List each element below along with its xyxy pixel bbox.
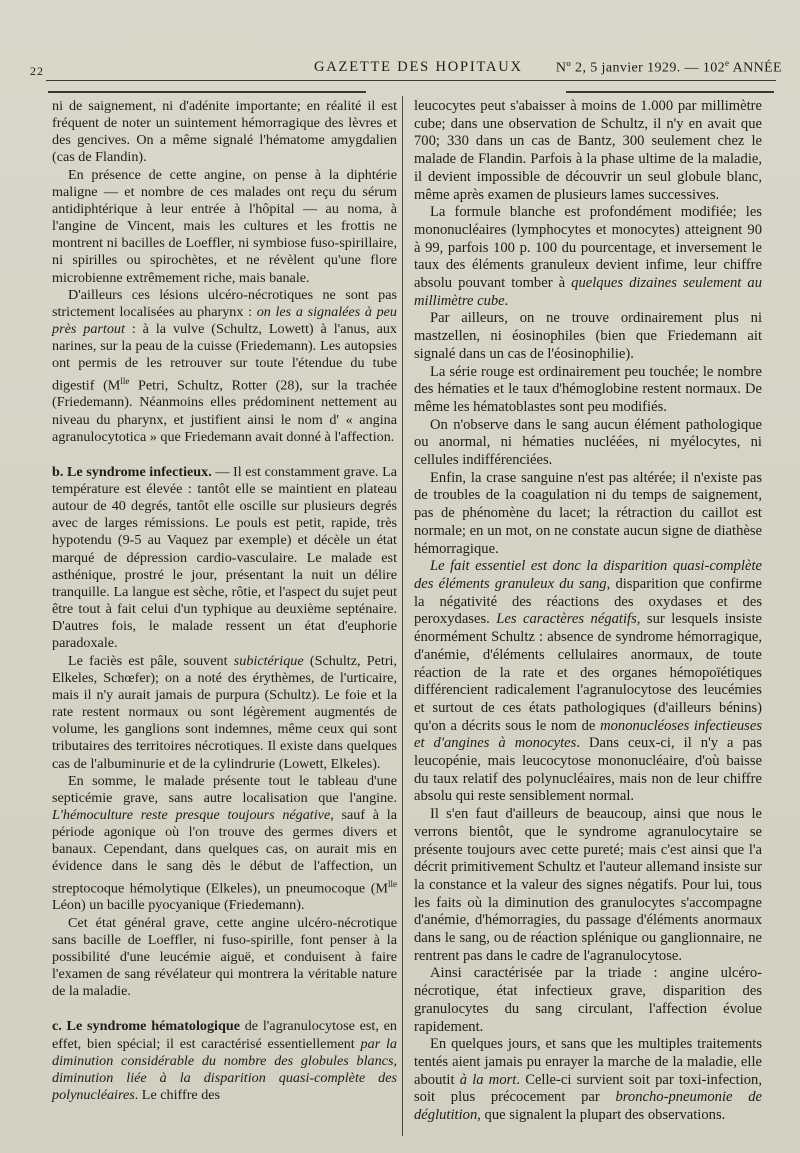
issue-year-label: ANNÉE — [729, 60, 782, 76]
paragraph: En somme, le malade présente tout le tableau d'une septicémie grave, sans autre localisation que l'angine. L'hémoculture reste presque toujours négative, sauf à la période agonique où l'on trouve des germes divers et banaux. Cependant, dans quelques cas, on aurait mis en évidence dans le sang dès le début de l'affection, un streptocoque hémolytique (Elkeles), un pneumocoque ($M^{lle}$ Léon) un bacille pyocyanique (Friedemann). — [52, 772, 398, 914]
paragraph: En présence de cette angine, on pense à la diphtérie maligne — et nombre de ces malades ont reçu du sérum antidiphtérique à leur entrée à l'hôpital — au noma, à l'angine de Vincent, mais les cultures et les frottis ne montrent ni bacilles de Loeffler, ni symbiose fuso-spirillaire, ni spirilles ou spirochètes, et ne révèlent qu'une flore microbienne extrêmement riche, mais banale. — [52, 166, 397, 286]
paragraph: Il s'en faut d'ailleurs de beaucoup, ainsi que nous le verrons bientôt, que le syndrome agranulocytaire se présente toujours avec cette pureté; mais c'est ainsi que l'a décrit primitivement Schultz et l'auteur allemand insiste sur la constance et la valeur des signes négatifs. Pour lui, tous les faits où la diminution des granulocytes s'accompagne d'anémie, d'hémorragies, du passage d'éléments anormaux dans le sang, ou de réaction splénique ou ganglionnaire, ne rentrent pas dans le cadre de l'agranulocytose. — [414, 806, 762, 964]
paragraph: Le fait essentiel est donc la disparition quasi-complète des éléments granuleux du sang, disparition que confirme la négativité des réactions des oxydases et des peroxydases. Les caractères négatifs, sur lesquels insiste énormément Schultz : absence de syndrome hémorragique, d'anémie, d'éléments cellulaires anormaux, de toute réaction de la rate et des organes hémopoïétiques différencient radicalement l'agranulocytose des leucémies et surtout de ces états pathologiques (d'ailleurs bénins) qu'on a décrits sous le nom de mononucléoses infectieuses et d'angines à monocytes. Dans ceux-ci, il n'y a pas leucopénie, mais leucocytose mononucléaire, d'où baisse du taux relatif des polynucléaires, mais non de leur chiffre absolu qui reste sensiblement normal. — [414, 558, 762, 805]
paragraph: leucocytes peut s'abaisser à moins de 1.000 par millimètre cube; dans une observation de Schultz, il n'y en avait que 700; 330 dans un cas de Bantz, 300 seulement chez le malade de Flandin. Parfois à la phase ultime de la maladie, il devient impossible de découvrir un seul globule blanc, même après examen de plusieurs lames successives. — [414, 98, 762, 203]
issue-ordinal: e — [725, 58, 730, 68]
right-column — [414, 98, 762, 1125]
issue-date: Nº 2, 5 janvier 1929. — 102 — [555, 60, 726, 76]
header-rule — [46, 80, 776, 81]
paragraph: En quelques jours, et sans que les multiples traitements tentés aient jamais pu enrayer la marche de la maladie, elle aboutit à la mort. Celle-ci survient soit par toxi-infection, soit plus précocement par broncho-pneumonie de déglutition, que signalent la plupart des observations. — [414, 1036, 763, 1124]
paragraph: Par ailleurs, on ne trouve ordinairement plus ni mastzellen, ni éosinophiles (bien que Friedemann ait signalé dans un cas de l'éosinophilie). — [414, 310, 762, 362]
page-number: 22 — [30, 64, 44, 78]
paragraph: D'ailleurs ces lésions ulcéro-nécrotiques ne sont pas strictement localisées au pharynx : on les a signalées à peu près partout : à la vulve (Schultz, Lowett) à l'anus, aux narines, sur la peau de la cuisse (Friedemann). Les autopsies ont permis de les retrouver sur toute l'étendue du tube digestif ($M^{lle}$ Petri, Schultz, Rotter (28), sur la trachée (Friedemann). Néanmoins elles prédominent nettement au niveau du pharynx, et justifient ainsi le nom d' « angina agranulocytotica » que Friedemann avait donné à l'affection. — [52, 286, 397, 445]
paragraph: La formule blanche est profondément modifiée; les mononucléaires (lymphocytes et monocytes) atteignent 90 à 99, parfois 100 p. 100 du pourcentage, et inversement le taux des éléments granuleux devient infime, leur chiffre absolu pouvant tomber à quelques dizaines seulement au millimètre cube. — [414, 204, 763, 309]
section-heading: c. Le syndrome hématologique — [52, 1018, 240, 1035]
paragraph: La série rouge est ordinairement peu touchée; le nombre des hématies et le taux d'hémoglobine restent normaux. De même les hématoblastes sont peu modifiés. — [414, 363, 762, 415]
column-divider — [402, 96, 403, 1136]
paragraph: Ainsi caractérisée par la triade : angine ulcéro-nécrotique, état infectieux grave, disparition des granulocytes du sang circulant, l'affection évolue rapidement. — [414, 965, 762, 1035]
left-column: ni de saignement, ni d'adénite importante; en réalité il est fréquent de noter un suintement hémorragique des lèvres et des gencives. On a même signalé l'hématome amygdalien (cas de Flandin). En présence de cette angine, on pense à la diphtérie maligne — et nombre de ces malades ont reçu du sérum antidiphtérique à leur entrée à l'hôpital — au noma, à l'angine de Vincent, mais les cultures et les frottis ne montrent ni bacilles de Loeffler, ni symbiose fuso-spirillaire, ni spirilles ou spirochètes, et ne révèlent qu'une flore microbienne extrêmement riche, mais banale. D'ailleurs ces lésions ulcéro-nécrotiques ne sont pas strictement localisées au pharynx : on les a signalées à peu près partout : à la vulve (Schultz, Lowett) à l'anus, aux narines, sur la peau de la cuisse (Friedemann). Les autopsies ont permis de les retrouver sur toute l'étendue du tube digestif ($M^{lle}$ Petri, Schultz, Rotter (28), sur la trachée (Friedemann). Néanmoins elles prédominent nettement au niveau du pharynx, et justifient ainsi le nom d' « angina agranulocytotica » que Friedemann avait donné à l'affection. b. Le syndrome infectieux. — Il est constamment grave. La température est élevée : tantôt elle se maintient en plateau autour de 40 degrés, tantôt elle oscille sur plusieurs degrés avec de larges rémissions. Le pouls est petit, rapide, très hypotendu (9-5 au Vaquez par exemple) et décèle un état marqué de dépression cardio-vasculaire. Le malade est asthénique, prostré le jour, présentant la nuit un délire tranquille. La langue est sèche, rôtie, et l'aspect du sujet peut être tout à fait celui d'un typhique au deuxième septénaire. D'autres fois, le malade ressent un état d'euphorie paradoxale. Le faciès est pâle, souvent subictérique (Schultz, Petri, Elkeles, Schœfer); on a noté des érythèmes, de l'urticaire, mais il n'y aurait jamais de purpura (Schultz). Le foie et la rate restent normaux ou sont légèrement augmentés de volume, les ganglions sont indemnes, même ceux qui sont tributaires des territoires nécrotiques. Il existe dans quelques cas de l'albuminurie et de la cylindrurie (Lowett, Elkeles). En somme, le malade présente tout le tableau d'une septicémie grave, sans autre localisation que l'angine. L'hémoculture reste presque toujours négative, sauf à la période agonique où l'on trouve des germes divers et banaux. Cependant, dans quelques cas, on aurait mis en évidence dans le sang dès le début de l'affection, un streptocoque hémolytique (Elkeles), un pneumocoque ($M^{lle}$ Léon) un bacille pyocyanique (Friedemann). Cet état général grave, cette angine ulcéro-nécrotique sans bacille de Loeffler, ni fuso-spirille, font penser à la possibilité d'une leucémie aiguë, et conduisent à faire l'examen de sang révélateur qui montrera la véritable nature de la maladie. c. Le syndrome hématologique de l'agranulocytose est, en effet, bien spécial; il est caractérisé essentiellement par la diminution considérable du nombre des globules blancs, diminution liée à la disparition quasi-complète des polynucléaires. Le chiffre des — [52, 98, 398, 1104]
page-header — [30, 56, 782, 80]
paragraph: Enfin, la crase sanguine n'est pas altérée; il n'existe pas de troubles de la coagulation ni du temps de saignement, pas de phénomène du lacet; la rétraction du caillot est normale; en un mot, on ne constate aucun signe de diathèse hémorragique. — [414, 469, 762, 557]
paragraph: Le faciès est pâle, souvent subictérique (Schultz, Petri, Elkeles, Schœfer); on a noté des érythèmes, de l'urticaire, mais il n'y aurait jamais de purpura (Schultz). Le foie et la rate restent normaux ou sont légèrement augmentés de volume, les ganglions sont indemnes, même ceux qui sont tributaires des territoires nécrotiques. Il existe dans quelques cas de l'albuminurie et de la cylindrurie (Lowett, Elkeles). — [52, 652, 397, 772]
paragraph: ni de saignement, ni d'adénite importante; en réalité il est fréquent de noter un suintement hémorragique des lèvres et des gencives. On a même signalé l'hématome amygdalien (cas de Flandin). — [52, 98, 397, 166]
column-rule-right — [566, 91, 774, 93]
paragraph: Cet état général grave, cette angine ulcéro-nécrotique sans bacille de Loeffler, ni fuso-spirille, font penser à la possibilité d'une leucémie aiguë, et conduisent à faire l'examen de sang révélateur qui montrera la véritable nature de la maladie. — [52, 914, 397, 1000]
section-heading: b. Le syndrome infectieux. — [52, 463, 212, 480]
journal-title: GAZETTE DES HOPITAUX — [314, 59, 523, 75]
issue-info — [556, 58, 782, 77]
column-rule-left — [48, 91, 366, 93]
paragraph: On n'observe dans le sang aucun élément pathologique ou anormal, ni hématies nucléées, ni myélocytes, ni cellules indifférenciées. — [414, 416, 762, 469]
